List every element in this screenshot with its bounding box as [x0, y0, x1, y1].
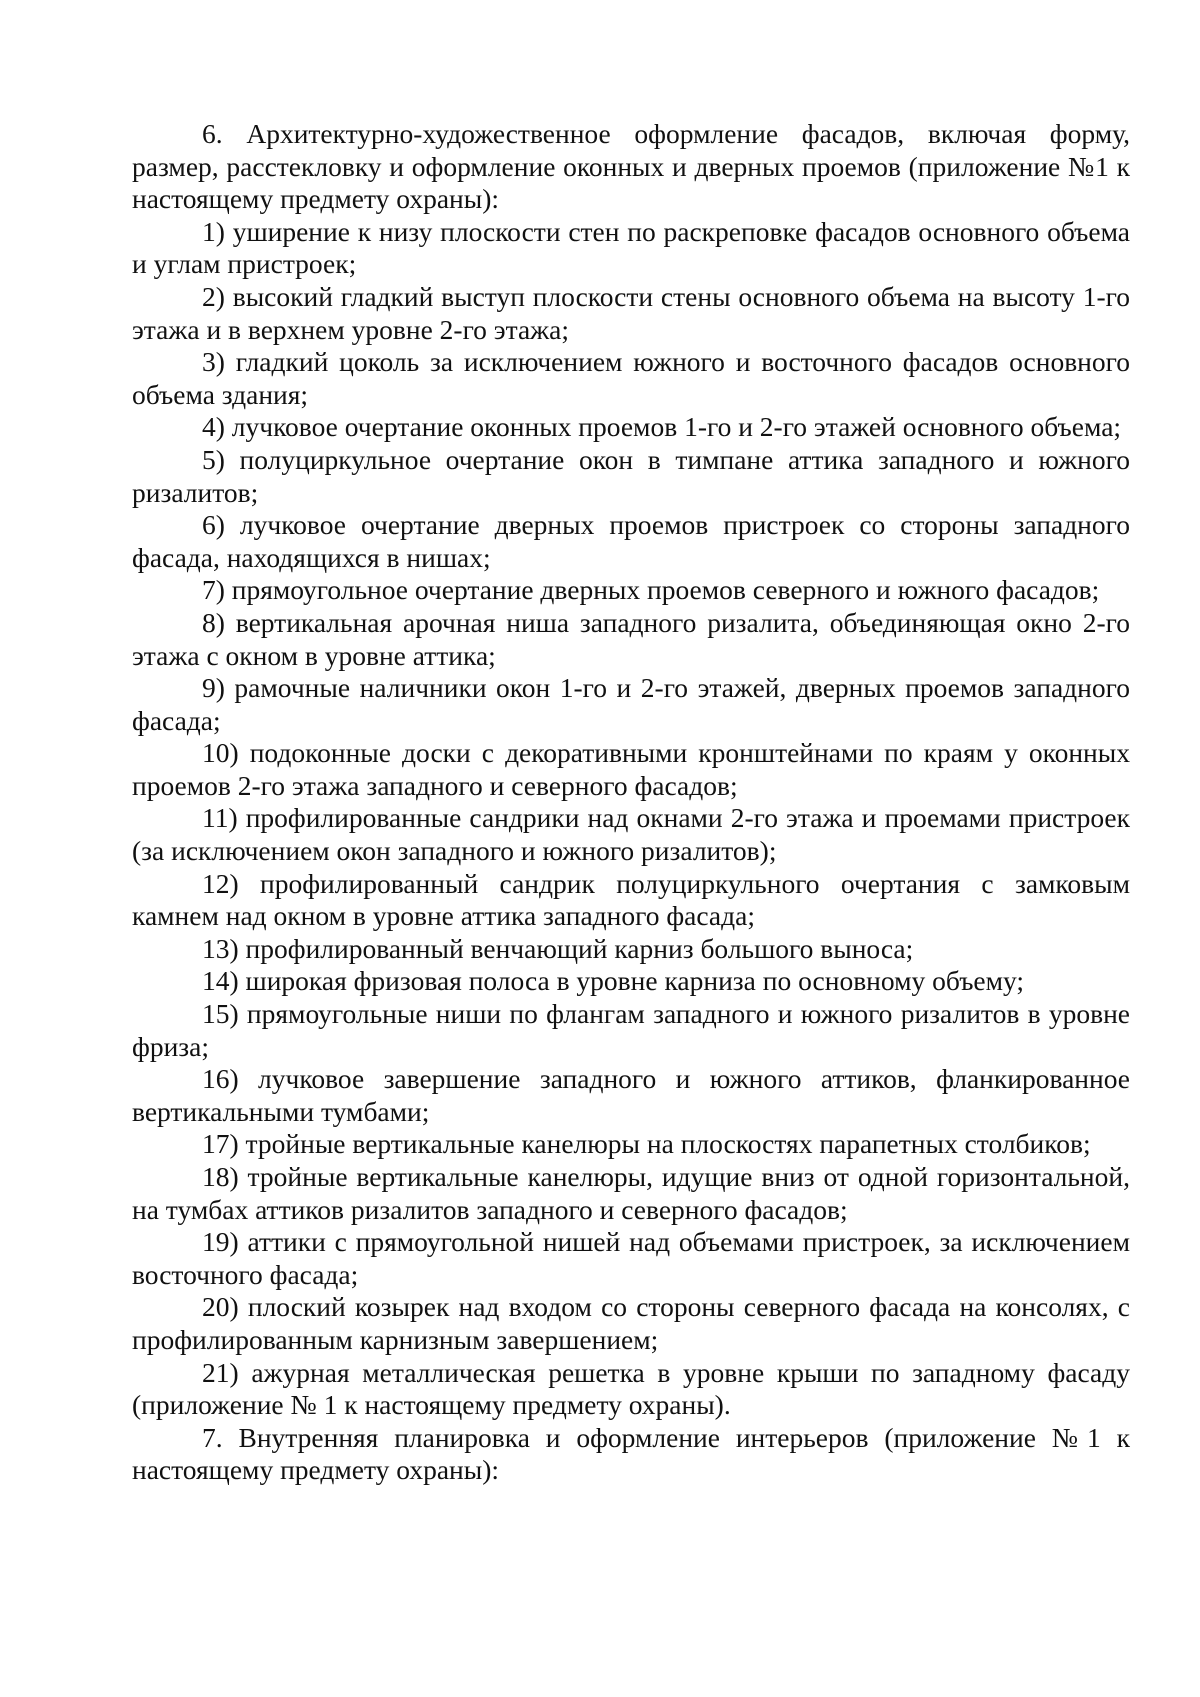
- body-text: [132, 118, 1130, 1487]
- list-item: 7) прямоугольное очертание дверных проемов северного и южного фасадов;: [202, 574, 1100, 606]
- section-7-heading: 7. Внутренняя планировка и оформление интерьеров (приложение №1 к настоящему предмету охраны):: [132, 1421, 1130, 1486]
- list-item: 10) подоконные доски с декоративными кронштейнами по краям у оконных проемов 2-го этажа западного и северного фасадов;: [132, 737, 1130, 801]
- list-item: 5) полуциркульное очертание окон в тимпане аттика западного и южного ризалитов;: [132, 443, 1130, 508]
- list-item: 3) гладкий цоколь за исключением южного и восточного фасадов основного объема здания;: [132, 346, 1130, 410]
- list-item: 18) тройные вертикальные канелюры, идущие вниз от одной горизонтальной, на тумбах аттиков ризалитов западного и северного фасадов;: [132, 1161, 1130, 1225]
- list-item: 11) профилированные сандрики над окнами 2-го этажа и проемами пристроек (за исключением окон западного и южного ризалитов);: [132, 802, 1130, 867]
- list-item: 14) широкая фризовая полоса в уровне карниза по основному объему;: [202, 965, 1025, 997]
- list-item: 12) профилированный сандрик полуциркульного очертания с замковым камнем над окном в уровне аттика западного фасада;: [132, 867, 1130, 932]
- list-item: 13) профилированный венчающий карниз большого выноса;: [202, 932, 914, 964]
- list-item: 16) лучковое завершение западного и южного аттиков, фланкированное вертикальными тумбами;: [132, 1063, 1130, 1127]
- list-item: 2) высокий гладкий выступ плоскости стены основного объема на высоту 1-го этажа и в верхнем уровне 2-го этажа;: [132, 280, 1130, 345]
- list-item: 4) лучковое очертание оконных проемов 1-го и 2-го этажей основного объема;: [202, 411, 1122, 443]
- section-6-heading: 6. Архитектурно-художественное оформление фасадов, включая форму, размер, расстекловку и оформление оконных и дверных проемов (приложение №1 к настоящему предмету охраны):: [132, 118, 1130, 215]
- list-item: 15) прямоугольные ниши по флангам западного и южного ризалитов в уровне фриза;: [132, 998, 1130, 1062]
- list-item: 19) аттики с прямоугольной нишей над объемами пристроек, за исключением восточного фасада;: [132, 1226, 1130, 1290]
- list-item: 6) лучковое очертание дверных проемов пристроек со стороны западного фасада, находящихся в нишах;: [132, 509, 1130, 573]
- list-item: 21) ажурная металлическая решетка в уровне крыши по западному фасаду (приложение № 1 к настоящему предмету охраны).: [132, 1356, 1130, 1421]
- list-item: 8) вертикальная арочная ниша западного ризалита, объединяющая окно 2-го этажа с окном в уровне аттика;: [132, 606, 1130, 671]
- list-item: 17) тройные вертикальные канелюры на плоскостях парапетных столбиков;: [202, 1128, 1091, 1160]
- list-item: 20) плоский козырек над входом со стороны северного фасада на консолях, с профилированным карнизным завершением;: [132, 1291, 1130, 1355]
- list-item: 9) рамочные наличники окон 1-го и 2-го этажей, дверных проемов западного фасада;: [132, 672, 1130, 736]
- list-item: 1) уширение к низу плоскости стен по раскреповке фасадов основного объема и углам пристроек;: [132, 215, 1130, 280]
